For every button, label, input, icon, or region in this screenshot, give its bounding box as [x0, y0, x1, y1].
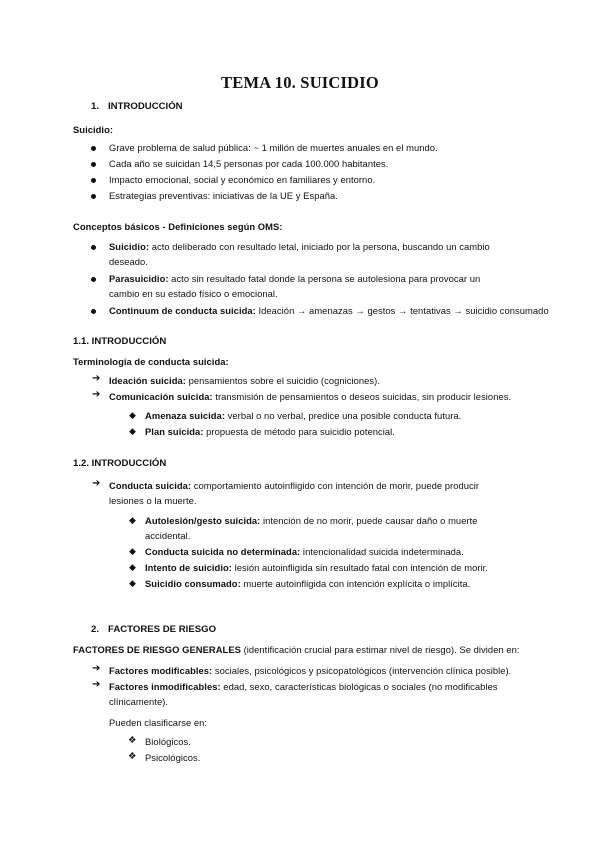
bullet-dot-icon [91, 178, 96, 183]
concept-text: Ideación → amenazas → gestos → tentativas → suicidio consumado [255, 305, 549, 316]
subterm-text: intencionalidad suicida indeterminada. [300, 546, 464, 557]
factor-text: edad, sexo, características biológicas o sociales (no modificables [220, 681, 498, 692]
subterm-item [145, 546, 464, 557]
list-item: Impacto emocional, social y económico en familiares y entorno. [109, 174, 376, 185]
bullet-dot-icon [91, 146, 96, 151]
subterm-name: Plan suicida: [145, 426, 204, 437]
subterm-text: propuesta de método para suicidio potencial. [203, 426, 395, 437]
subterm-name: Conducta suicida no determinada: [145, 546, 301, 557]
factor-term: Factores modificables: [109, 665, 213, 676]
suicidio-label: Suicidio: [73, 124, 114, 135]
diamond-bullet-icon: ◆ [129, 546, 136, 556]
term-name: Comunicación suicida: [109, 391, 213, 402]
subterm-name: Intento de suicidio: [145, 562, 232, 573]
concept-term: Suicidio: [109, 241, 150, 252]
concept-term: Parasuicidio: [109, 273, 169, 284]
four-point-star-icon: ❖ [128, 735, 137, 746]
arrow-right-icon: ➔ [92, 663, 101, 674]
arrow-right-icon: ➔ [92, 478, 101, 489]
term-item [109, 375, 380, 386]
list-item: Grave problema de salud pública: ~ 1 millón de muertes anuales en el mundo. [109, 142, 438, 153]
section-heading-1 [91, 101, 183, 112]
subterm-name: Autolesión/gesto suicida: [145, 515, 261, 526]
subterm-name: Amenaza suicida: [145, 410, 225, 421]
subterm-text: lesión autoinfligida sin resultado fatal con intención de morir. [231, 562, 488, 573]
concept-item [109, 241, 490, 252]
list-item: Cada año se suicidan 14,5 personas por cada 100.000 habitantes. [109, 158, 389, 169]
bullet-dot-icon [91, 162, 96, 167]
subterm-item [145, 515, 478, 526]
section-number: 2. [91, 624, 100, 635]
subsection-heading-1-1: 1.1. INTRODUCCIÓN [73, 336, 167, 347]
term-name: Ideación suicida: [109, 375, 186, 386]
diamond-bullet-icon: ◆ [129, 515, 136, 525]
subterm-item [145, 410, 461, 421]
factor-text-cont: clínicamente). [109, 696, 169, 707]
subterm-text: muerte autoinfligida con intención explícita o implícita. [240, 578, 471, 589]
term-text: comportamiento autoinfligido con intención de morir, puede producir [191, 480, 480, 491]
section-heading-2 [91, 624, 216, 635]
factor-item [109, 681, 498, 692]
factor-item [109, 665, 511, 676]
subterm-item [145, 578, 470, 589]
section-number: 1. [91, 101, 100, 112]
concept-item [109, 305, 549, 316]
diamond-bullet-icon: ◆ [129, 562, 136, 572]
subterm-text: intención de no morir, puede causar daño o muerte [260, 515, 478, 526]
list-item: Estrategias preventivas: iniciativas de la UE y España. [109, 190, 338, 201]
subterm-item [145, 426, 395, 437]
arrow-right-icon: ➔ [92, 679, 101, 690]
diamond-bullet-icon: ◆ [129, 578, 136, 588]
concept-item [109, 273, 480, 284]
general-factors-term: FACTORES DE RIESGO GENERALES [73, 644, 241, 655]
term-item [109, 480, 479, 491]
general-factors-line [73, 644, 520, 655]
factor-term: Factores inmodificables: [109, 681, 221, 692]
term-name: Conducta suicida: [109, 480, 192, 491]
list-item: Psicológicos. [145, 752, 201, 763]
bullet-dot-icon [91, 277, 96, 282]
subterm-item [145, 562, 488, 573]
bullet-dot-icon [91, 194, 96, 199]
concept-term: Continuum de conducta suicida: [109, 305, 256, 316]
bullet-dot-icon [91, 309, 96, 314]
arrow-right-icon: ➔ [92, 389, 101, 400]
diamond-bullet-icon: ◆ [129, 426, 136, 436]
clasificar-label: Pueden clasificarse en: [109, 717, 208, 728]
term-text-cont: lesiones o la muerte. [109, 495, 197, 506]
concept-text: acto deliberado con resultado letal, iniciado por la persona, buscando un cambio [149, 241, 490, 252]
term-text: transmisión de pensamientos o deseos suicidas, sin producir lesiones. [212, 391, 512, 402]
general-factors-text: (identificación crucial para estimar nivel de riesgo). Se dividen en: [240, 644, 520, 655]
subterm-text-cont: accidental. [145, 530, 191, 541]
conceptos-label: Conceptos básicos - Definiciones según OMS: [73, 221, 283, 232]
factor-text: sociales, psicológicos y psicopatológicos (intervención clínica posible). [212, 665, 512, 676]
arrow-right-icon: ➔ [92, 373, 101, 384]
concept-text: acto sin resultado fatal donde la persona se autolesiona para provocar un [168, 273, 481, 284]
term-item [109, 391, 511, 402]
bullet-dot-icon [91, 245, 96, 250]
four-point-star-icon: ❖ [128, 751, 137, 762]
diamond-bullet-icon: ◆ [129, 410, 136, 420]
terminologia-label: Terminología de conducta suicida: [73, 356, 229, 367]
subterm-name: Suicidio consumado: [145, 578, 241, 589]
page-title: TEMA 10. SUICIDIO [221, 73, 379, 92]
subterm-text: verbal o no verbal, predice una posible conducta futura. [225, 410, 462, 421]
term-text: pensamientos sobre el suicidio (cogniciones). [185, 375, 380, 386]
section-heading-text: FACTORES DE RIESGO [108, 624, 217, 635]
subsection-heading-1-2: 1.2. INTRODUCCIÓN [73, 458, 167, 469]
concept-text-cont: deseado. [109, 256, 148, 267]
concept-text-cont: cambio en su estado físico o emocional. [109, 288, 278, 299]
list-item: Biológicos. [145, 736, 191, 747]
section-heading-text: INTRODUCCIÓN [108, 101, 183, 112]
